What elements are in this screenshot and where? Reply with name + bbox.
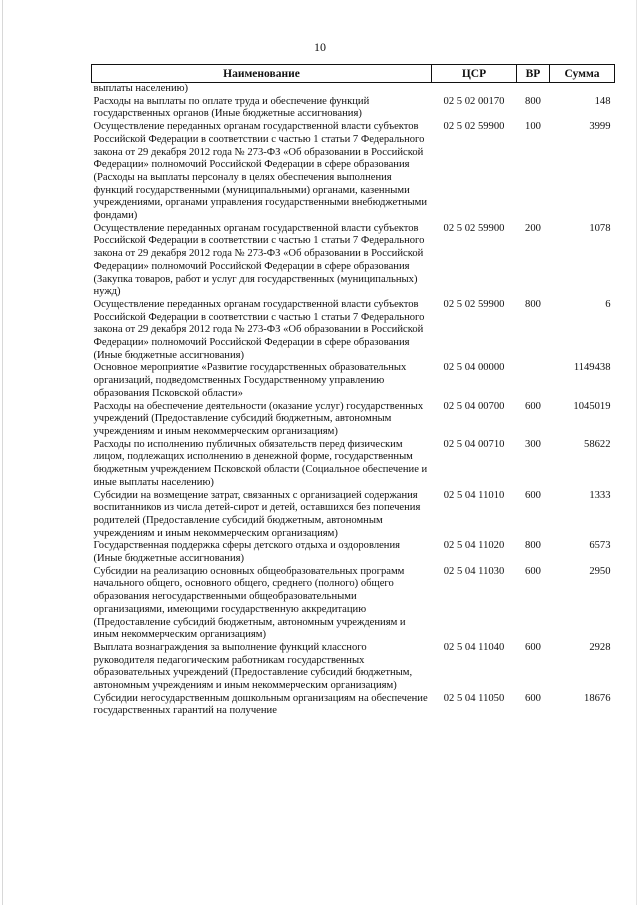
row-sum: 1078	[589, 222, 611, 234]
table-row	[92, 121, 615, 223]
table-row	[92, 299, 615, 363]
row-vr: 800	[525, 95, 541, 107]
budget-table	[91, 64, 615, 718]
row-name: Государственная поддержка сферы детского отдыха и оздоровления (Иные бюджетные ассигнования)	[93, 540, 401, 565]
header-vr: ВР	[517, 65, 550, 83]
row-sum: 6	[605, 298, 611, 310]
table-row	[92, 439, 615, 490]
row-name: Основное мероприятие «Развитие государственных образовательных организаций, подведомственных Государственному управлению образования Псковской области»	[93, 362, 407, 399]
table-header-row	[92, 65, 615, 83]
scan-edge-right	[636, 0, 637, 905]
row-csr: 02 5 04 11050	[443, 692, 505, 704]
header-sum: Сумма	[550, 65, 615, 83]
row-csr: 02 5 04 00700	[443, 400, 505, 412]
row-csr: 02 5 04 11030	[443, 565, 505, 577]
row-name: Субсидии негосударственным дошкольным организациям на обеспечение государственных гарантий на получение	[93, 692, 428, 717]
row-name: выплаты населению)	[93, 83, 189, 94]
row-sum: 3999	[589, 121, 611, 133]
table-row	[92, 96, 615, 121]
table-row	[92, 693, 615, 718]
row-name: Субсидии на возмещение затрат, связанных с организацией содержания воспитанников из числа детей-сирот и детей, оставшихся без попечения родителей (Предоставление субсидий бюджетным, автономным учреждениям и иным некоммерческим организациям)	[93, 489, 421, 539]
row-csr: 02 5 02 00170	[443, 95, 505, 107]
row-csr: 02 5 04 11040	[443, 641, 505, 653]
row-name: Осуществление переданных органам государственной власти субъектов Российской Федерации в соответствии с частью 1 статьи 7 Федерального закона от 29 декабря 2012 года № 273-ФЗ «Об образовании в Российской Федерации» полномочий Российской Федерации в сфере образования (Иные бюджетные ассигнования)	[93, 298, 425, 361]
table-row	[92, 642, 615, 693]
row-vr: 600	[525, 641, 541, 653]
page-number: 10	[314, 40, 326, 54]
row-name: Выплата вознаграждения за выполнение функций классного руководителя педагогическим работникам государственных образовательных учреждений (Предоставление субсидий бюджетным, автономным учреждениям и иным некоммерческим организациям)	[93, 641, 413, 692]
row-sum: 2950	[589, 565, 611, 577]
row-vr: 600	[525, 692, 541, 704]
row-vr: 600	[525, 565, 541, 577]
row-csr: 02 5 04 11010	[443, 489, 505, 501]
row-sum: 1333	[589, 489, 611, 501]
row-vr: 600	[525, 400, 541, 412]
row-vr: 800	[525, 540, 541, 552]
row-sum	[550, 83, 615, 96]
table-row	[92, 490, 615, 541]
row-csr: 02 5 02 59900	[443, 222, 505, 234]
table-row	[92, 223, 615, 299]
row-name: Субсидии на реализацию основных общеобразовательных программ начального общего, основного общего, среднего (полного) общего образования негосударственными общеобразовательными организациями, имеющими государственную аккредитацию (Предоставление субсидий бюджетным, автономным учреждениям и иным некоммерческим организациям)	[93, 565, 406, 641]
scan-edge-left	[2, 0, 3, 905]
budget-table-container	[91, 64, 614, 718]
row-name: Расходы на обеспечение деятельности (оказание услуг) государственных учреждений (Предоставление субсидий бюджетным, автономным учреждениям и иным некоммерческим организациям)	[93, 400, 424, 437]
row-name: Осуществление переданных органам государственной власти субъектов Российской Федерации в соответствии с частью 1 статьи 7 Федерального закона от 29 декабря 2012 года № 273-ФЗ «Об образовании в Российской Федерации» полномочий Российской Федерации в сфере образования (Закупка товаров, работ и услуг для государственных (муниципальных) нужд)	[93, 222, 425, 298]
row-vr: 100	[525, 121, 541, 133]
row-sum: 1045019	[573, 400, 611, 412]
row-vr: 800	[525, 298, 541, 310]
row-name: Расходы на выплаты по оплате труда и обеспечение функций государственных органов (Иные бюджетные ассигнования)	[93, 95, 370, 120]
table-row	[92, 401, 615, 439]
row-vr: 200	[525, 222, 541, 234]
row-sum: 18676	[584, 692, 611, 704]
row-vr: 600	[525, 489, 541, 501]
header-csr: ЦСР	[432, 65, 517, 83]
row-name: Осуществление переданных органам государственной власти субъектов Российской Федерации в соответствии с частью 1 статьи 7 Федерального закона от 29 декабря 2012 года № 273-ФЗ «Об образовании в Российской Федерации» полномочий Российской Федерации в сфере образования (Расходы на выплаты персоналу в целях обеспечения выполнения функций государственными (муниципальными) органами, казенными учреждениями, органами управления государственными внебюджетными фондами)	[93, 121, 428, 222]
row-vr: 300	[525, 438, 541, 450]
header-name: Наименование	[92, 65, 432, 83]
row-sum: 58622	[584, 438, 611, 450]
table-row	[92, 362, 615, 400]
row-csr: 02 5 02 59900	[443, 298, 505, 310]
row-sum: 148	[594, 95, 611, 107]
row-vr	[517, 83, 550, 96]
row-sum: 1149438	[573, 362, 611, 374]
row-csr	[432, 83, 517, 96]
table-row	[92, 566, 615, 642]
table-row	[92, 83, 615, 96]
row-name: Расходы по исполнению публичных обязательств перед физическим лицом, подлежащих исполнению в денежной форме, государственным бюджетным учреждением Псковской области (Социальное обеспечение и иные выплаты населению)	[93, 438, 428, 488]
table-row	[92, 540, 615, 565]
row-csr: 02 5 02 59900	[443, 121, 505, 133]
row-csr: 02 5 04 00000	[443, 362, 505, 374]
row-sum: 2928	[589, 641, 611, 653]
row-sum: 6573	[589, 540, 611, 552]
row-vr	[517, 362, 550, 400]
row-csr: 02 5 04 11020	[443, 540, 505, 552]
row-csr: 02 5 04 00710	[443, 438, 505, 450]
